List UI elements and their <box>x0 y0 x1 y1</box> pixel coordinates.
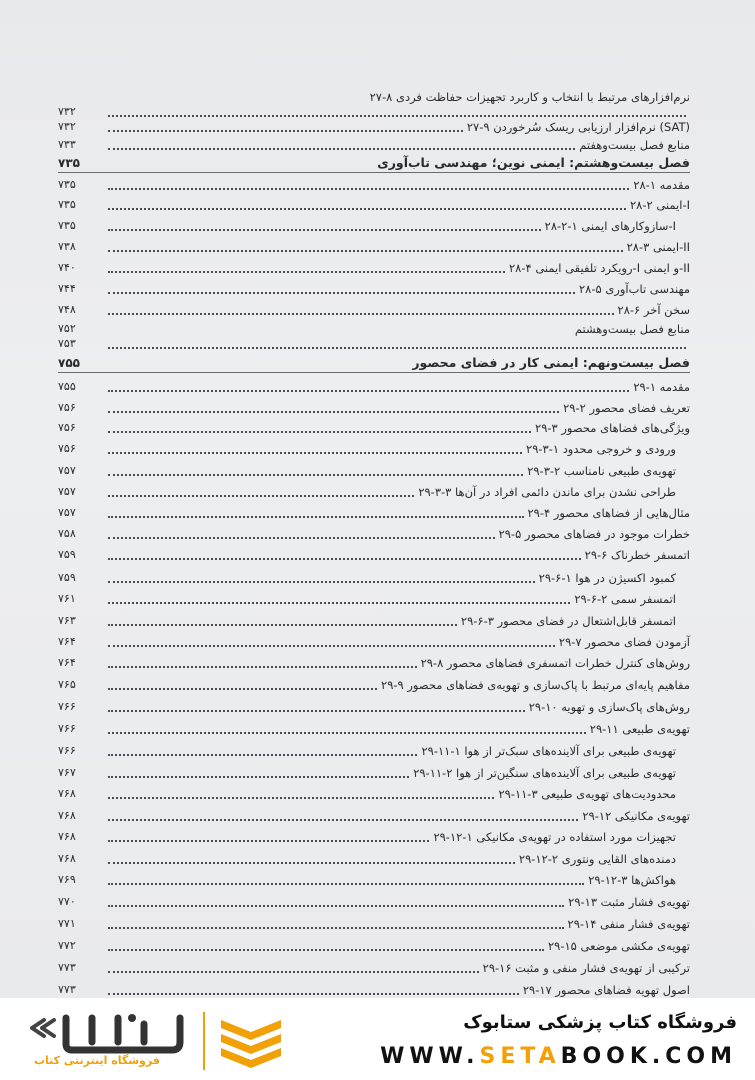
toc-page-number: ۷۶۸ <box>58 830 76 843</box>
toc-entry-title: ۲۹-۱۴ تهویه‌ی فشار منفی <box>567 917 690 931</box>
toc-entry-title: ۲۹-۵ خطرات موجود در فضاهای محصور <box>498 527 690 541</box>
store-url[interactable] <box>380 1044 737 1069</box>
toc-leader-dots <box>108 411 559 413</box>
toc-leader-dots <box>108 474 523 476</box>
url-suffix: BOOK.COM <box>560 1044 737 1069</box>
toc-entry <box>58 650 690 671</box>
toc-page-number: ۷۷۱ <box>58 917 76 930</box>
toc-entry-title: ۲۸-۲-۱ سازوکارهای ایمنی-I <box>544 219 676 233</box>
toc-entry-title: ۲۹-۱۰ روش‌های پاک‌سازی و تهویه <box>528 700 690 714</box>
toc-entry-title: ۲۹-۹ مفاهیم پایه‌ای مرتبط با پاک‌سازی و تهویه‌ی فضاهای محصور <box>381 678 690 692</box>
toc-leader-dots <box>108 688 377 690</box>
toc-entry-title: فصل بیست‌وهشتم: ایمنی نوین؛ مهندسی تاب‌آوری <box>377 155 690 170</box>
toc-entry-title: ۲۹-۷ آزمودن فضای محصور <box>558 635 690 649</box>
chevron-logo-icon <box>216 1014 286 1070</box>
toc-leader-dots <box>108 883 584 885</box>
toc-entry <box>58 608 690 629</box>
toc-entry <box>58 213 690 234</box>
toc-entry <box>58 276 690 297</box>
toc-page-number: ۷۶۴ <box>58 656 76 669</box>
toc-page-number: ۷۵۵ <box>58 356 80 370</box>
toc-entry <box>58 458 690 479</box>
toc-page-number: ۷۶۸ <box>58 809 76 822</box>
toc-entry <box>58 629 690 650</box>
toc-entry <box>58 846 690 867</box>
toc-leader-dots <box>108 390 629 392</box>
toc-entry <box>58 395 690 416</box>
toc-entry <box>58 297 690 318</box>
toc-page-number: ۷۳۲ <box>58 120 76 133</box>
toc-entry <box>58 738 690 759</box>
toc-entry-title: ۲۹-۶-۲ اتمسفر سمی <box>574 592 676 606</box>
toc-entry-title: ۲۸-۳ ایمنی-II <box>626 240 690 254</box>
toc-page-number: ۷۵۸ <box>58 527 76 540</box>
toc-page-number: ۷۳۵ <box>58 178 76 191</box>
toc-leader-dots <box>108 516 524 518</box>
toc-leader-dots <box>108 188 629 190</box>
toc-page-number: ۷۶۳ <box>58 614 76 627</box>
toc-leader-dots <box>108 927 564 929</box>
toc-entry <box>58 955 690 976</box>
toc-page-number: ۷۶۵ <box>58 678 76 691</box>
toc-entry <box>58 867 690 888</box>
toc-entry <box>58 479 690 500</box>
toc-entry <box>58 172 690 193</box>
toc-entry <box>58 672 690 693</box>
toc-entry-title: ۲۹-۴ مثال‌هایی از فضاهای محصور <box>527 506 690 520</box>
toc-chapter-heading <box>58 150 690 171</box>
toc-entry-title: ۲۹-۳-۲ تهویه‌ی طبیعی نامناسب <box>527 464 676 478</box>
toc-page-number: ۷۵۹ <box>58 548 76 561</box>
toc-entry <box>58 889 690 910</box>
toc-entry-title: ۲۹-۱۲-۲ دمنده‌های القایی ونتوری <box>518 852 676 866</box>
toc-page-number: ۷۶۸ <box>58 787 76 800</box>
toc-page-number: ۷۶۱ <box>58 592 76 605</box>
toc-entry <box>58 192 690 213</box>
toc-leader-dots <box>108 993 519 995</box>
toc-leader-dots <box>108 624 457 626</box>
toc-entry <box>58 716 690 737</box>
toc-leader-dots <box>108 905 564 907</box>
toc-leader-dots <box>108 558 581 560</box>
toc-page-number: ۷۶۹ <box>58 873 76 886</box>
toc-page-number: ۷۵۶ <box>58 421 76 434</box>
toc-entry <box>58 565 690 586</box>
toc-leader-dots <box>108 949 544 951</box>
toc-entry-title: ۲۹-۱۳ تهویه‌ی فشار مثبت <box>568 895 690 909</box>
toc-page-number: ۷۷۳ <box>58 961 76 974</box>
toc-page-number: ۷۶۷ <box>58 766 76 779</box>
toc-entry-title: ۲۹-۱۶ ترکیبی از تهویه‌ی فشار منفی و مثبت <box>482 961 690 975</box>
toc-entry <box>58 824 690 845</box>
toc-leader-dots <box>108 229 541 231</box>
store-name: فروشگاه کتاب پزشکی ستابوک <box>463 1012 737 1033</box>
toc-page-number: ۷۶۸ <box>58 852 76 865</box>
toc-entry-title: ۲۸-۶ سخن آخر <box>617 303 690 317</box>
toc-entry-title: ۲۹-۱۲-۱ تجهیزات مورد استفاده در تهویه‌ی مکانیکی <box>433 830 676 844</box>
toc-entry-title: منابع فصل بیست‌وهشتم <box>574 322 690 336</box>
toc-entry-title: ۲۹-۱۵ تهویه‌ی مکشی موضعی <box>548 939 690 953</box>
toc-entry-title: ۲۸-۱ مقدمه <box>633 178 690 192</box>
toc-leader-dots <box>108 602 570 604</box>
toc-leader-dots <box>108 862 515 864</box>
toc-entry <box>58 911 690 932</box>
toc-entry <box>58 542 690 563</box>
toc-page-number: ۷۵۵ <box>58 380 76 393</box>
toc-page-number: ۷۵۲ <box>58 322 76 335</box>
toc-entry <box>58 933 690 954</box>
store-banner <box>0 998 755 1080</box>
toc-entry-title: ۲۹-۱۷ اصول تهویه فضاهای محصور <box>522 983 690 997</box>
toc-entry <box>58 255 690 276</box>
toc-entry-title: ۲۹-۳ ویژگی‌های فضاهای محصور <box>535 421 690 435</box>
toc-page-number: ۷۶۶ <box>58 722 76 735</box>
toc-page-number: ۷۶۶ <box>58 700 76 713</box>
toc-leader-dots <box>108 971 479 973</box>
toc-entry-title: ۲۸-۲ ایمنی-I <box>630 198 690 212</box>
toc-entry <box>58 436 690 457</box>
toc-page-number: ۷۴۴ <box>58 282 76 295</box>
toc-entry-title: ۲۹-۶-۱ کمبود اکسیژن در هوا <box>538 571 676 585</box>
toc-leader-dots <box>108 710 525 712</box>
toc-leader-dots <box>108 347 686 349</box>
toc-leader-dots <box>108 537 495 539</box>
toc-entry-title: فصل بیست‌ونهم: ایمنی کار در فضای محصور <box>412 355 690 370</box>
toc-entry-title: ۲۹-۱۲ تهویه‌ی مکانیکی <box>582 809 690 823</box>
toc-leader-dots <box>108 313 614 315</box>
toc-entry-title: ۲۸-۵ مهندسی تاب‌آوری <box>578 282 690 296</box>
toc-page-number: ۷۴۰ <box>58 261 76 274</box>
toc-entry <box>58 586 690 607</box>
toc-leader-dots <box>108 666 417 668</box>
toc-leader-dots <box>108 645 555 647</box>
toc-leader-dots <box>108 292 575 294</box>
toc-entry-title: ۲۹-۸ روش‌های کنترل خطرات اتمسفری فضاهای محصور <box>420 656 690 670</box>
toc-entry-title: ۲۹-۱۱ تهویه‌ی طبیعی <box>589 722 690 736</box>
toc-entry-title: ۲۸-۴ رویکرد تلفیقی ایمنی-I و ایمنی-II <box>508 261 690 275</box>
toc-entry-title: ۲۹-۳-۱ ورودی و خروجی محدود <box>526 442 676 456</box>
toc-entry-title: ۲۹-۶ اتمسفر خطرناک <box>584 548 690 562</box>
toc-page-number: ۷۵۹ <box>58 571 76 584</box>
toc-entry-title: ۲۹-۱۱-۳ محدودیت‌های تهویه‌ی طبیعی <box>498 787 676 801</box>
toc-page-number: ۷۵۷ <box>58 506 76 519</box>
toc-entry-title: ۲۹-۱۱-۲ تهویه‌ی طبیعی برای آلاینده‌های سنگین‌تر از هوا <box>413 766 676 780</box>
toc-page-number: ۷۳۲ <box>58 105 76 118</box>
toc-page-number: ۷۵۳ <box>58 337 76 350</box>
toc-entry-title: ۲۹-۱ مقدمه <box>633 380 690 394</box>
toc-entry <box>58 374 690 395</box>
toc-page-number: ۷۳۵ <box>58 219 76 232</box>
toc-entry-title: ۲۹-۱۱-۱ تهویه‌ی طبیعی برای آلاینده‌های سبک‌تر از هوا <box>421 744 676 758</box>
toc-page-number: ۷۶۶ <box>58 744 76 757</box>
toc-leader-dots <box>108 250 623 252</box>
toc-entry <box>58 760 690 781</box>
toc-entry-title: منابع فصل بیست‌وهفتم <box>579 138 690 152</box>
toc-page-number: ۷۵۶ <box>58 442 76 455</box>
toc-entry <box>58 331 690 352</box>
toc-page-number: ۷۷۳ <box>58 983 76 996</box>
toc-entry <box>58 234 690 255</box>
toc-page-number: ۷۴۸ <box>58 303 76 316</box>
toc-leader-dots <box>108 797 494 799</box>
toc-leader-dots <box>108 452 522 454</box>
toc-page-number: ۷۳۸ <box>58 240 76 253</box>
toc-page-number: ۷۳۳ <box>58 138 76 151</box>
url-accent: SETA <box>479 1044 561 1069</box>
toc-page-number: ۷۳۵ <box>58 198 76 211</box>
toc-entry <box>58 781 690 802</box>
toc-entry-title: ۲۹-۳-۳ طراحی نشدن برای ماندن دائمی افراد در آن‌ها <box>418 485 676 499</box>
toc-entry <box>58 803 690 824</box>
toc-page-number: ۷۵۷ <box>58 485 76 498</box>
toc-entry <box>58 694 690 715</box>
logo-divider <box>203 1012 205 1070</box>
toc-chapter-heading <box>58 350 690 371</box>
toc-entry <box>58 415 690 436</box>
toc-leader-dots <box>108 776 409 778</box>
toc-leader-dots <box>108 732 586 734</box>
toc-entry-title: ۲۷-۹ نرم‌افزار ارزیابی ریسک سُرخوردن (SAT) <box>466 120 690 134</box>
toc-entry-title: ۲۹-۶-۳ اتمسفر قابل‌اشتعال در فضای محصور <box>460 614 676 628</box>
toc-entry <box>58 521 690 542</box>
toc-leader-dots <box>108 431 531 433</box>
toc-leader-dots <box>108 495 414 497</box>
toc-entry-title: ۲۹-۱۲-۳ هواکش‌ها <box>588 873 676 887</box>
toc-leader-dots <box>108 208 626 210</box>
toc-page-number: ۷۷۰ <box>58 895 76 908</box>
toc-page-number: ۷۷۲ <box>58 939 76 952</box>
logo-subtitle: فروشگاه اینترنتی کتاب <box>34 1054 160 1067</box>
toc-entry-title: ۲۷-۸ نرم‌افزارهای مرتبط با انتخاب و کاربرد تجهیزات حفاظت فردی <box>369 90 690 104</box>
toc-entry-title: ۲۹-۲ تعریف فضای محصور <box>563 401 690 415</box>
toc-page-number: ۷۵۷ <box>58 464 76 477</box>
toc-entry <box>58 500 690 521</box>
toc-page-number: ۷۳۵ <box>58 156 80 170</box>
url-prefix: WWW. <box>380 1044 480 1069</box>
toc-page-number: ۷۵۶ <box>58 401 76 414</box>
toc-leader-dots <box>108 271 505 273</box>
toc-leader-dots <box>108 754 417 756</box>
toc-leader-dots <box>108 581 535 583</box>
toc-page-number: ۷۶۴ <box>58 635 76 648</box>
toc-leader-dots <box>108 840 429 842</box>
toc-entry <box>58 977 690 998</box>
toc-leader-dots <box>108 819 578 821</box>
